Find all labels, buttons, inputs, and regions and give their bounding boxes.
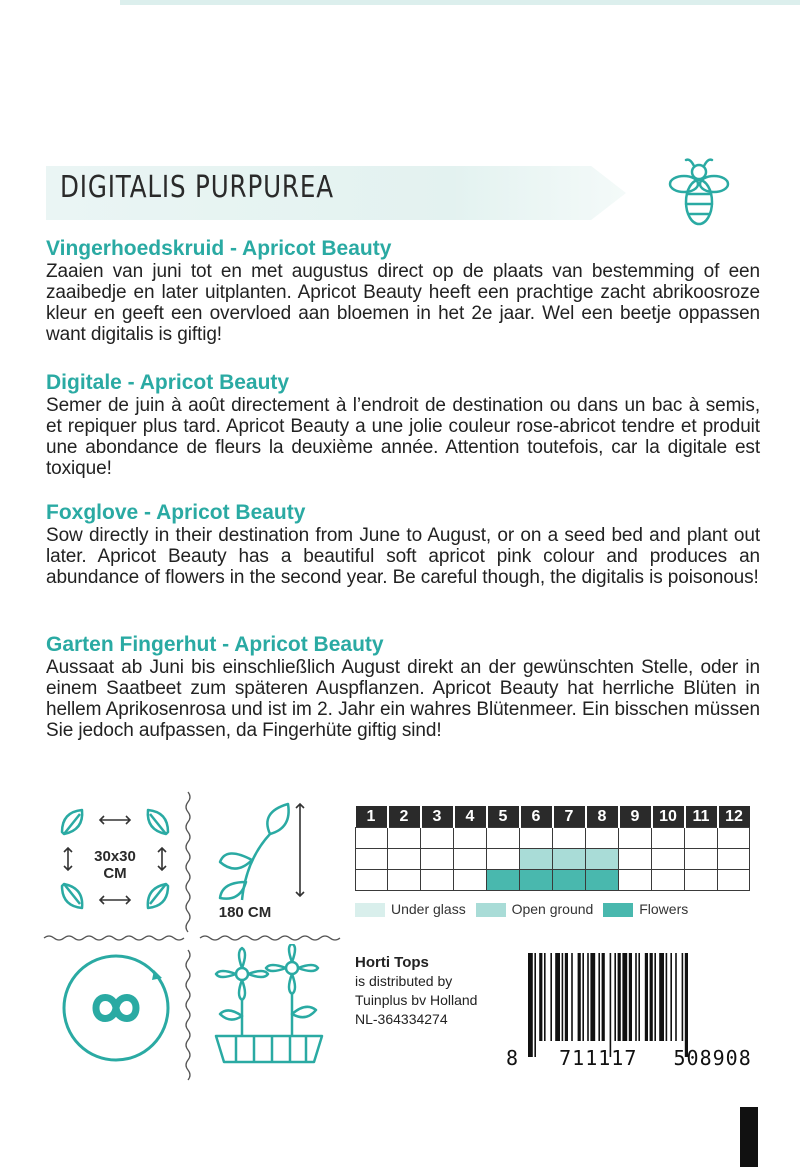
barcode-bar <box>685 953 688 1057</box>
top-accent-line <box>120 0 800 5</box>
section-title: Vingerhoedskruid - Apricot Beauty <box>46 237 392 260</box>
barcode-bar <box>534 953 536 1057</box>
open-ground-cell <box>520 849 553 870</box>
section-german <box>46 632 760 741</box>
barcode-number <box>506 1046 752 1070</box>
distributor-line: Tuinplus bv Holland <box>355 992 478 1008</box>
month-2: 2 <box>388 806 421 828</box>
legend-swatch <box>603 903 633 917</box>
bee-icon <box>658 152 740 234</box>
month-5: 5 <box>487 806 520 828</box>
barcode-group-2: 508908 <box>673 1046 752 1070</box>
legend-label: Under glass <box>391 901 466 917</box>
barcode-bar <box>659 953 664 1041</box>
month-4: 4 <box>454 806 487 828</box>
seedling-tray-icon <box>210 944 328 1068</box>
legend-flowers <box>603 901 688 917</box>
open-ground-cell <box>586 849 619 870</box>
barcode-bar <box>670 953 672 1041</box>
calendar-row-flowers <box>356 870 750 891</box>
flowers-cell <box>520 870 553 891</box>
black-registration-bar <box>740 1107 758 1167</box>
barcode-bar <box>539 953 542 1041</box>
month-11: 11 <box>685 806 718 828</box>
open-ground-cell <box>553 849 586 870</box>
barcode-bar <box>602 953 605 1041</box>
month-1: 1 <box>356 806 388 828</box>
barcode-bar <box>645 953 648 1041</box>
distributor-line: is distributed by <box>355 973 453 989</box>
barcode-bar <box>622 953 627 1041</box>
section-body: Zaaien van juni tot en met augustus direct op de plaats van bestemming of een zaaibedje en later uitplanten. Apricot Beauty heeft een prachtige zacht abrikoosroze kleur en geeft een overvloed aan bloemen in het 2e jaar. Wel een beetje oppassen want digitalis is giftig! <box>46 261 760 345</box>
barcode-bar <box>666 953 668 1041</box>
section-title: Garten Fingerhut - Apricot Beauty <box>46 633 384 656</box>
legend-under-glass <box>355 901 466 917</box>
flowers-cell <box>553 870 586 891</box>
latin-name: DIGITALIS PURPUREA <box>60 170 334 205</box>
month-12: 12 <box>718 806 750 828</box>
calendar-header-row <box>356 806 750 828</box>
flowers-cell <box>586 870 619 891</box>
barcode-bar <box>587 953 589 1041</box>
barcode-bar <box>562 953 564 1041</box>
legend-label: Open ground <box>511 901 594 917</box>
barcode-bar <box>598 953 600 1041</box>
spacing-unit: CM <box>103 865 127 882</box>
barcode-bar <box>614 953 616 1041</box>
barcode-bar <box>675 953 677 1041</box>
barcode-bar <box>590 953 595 1041</box>
month-3: 3 <box>421 806 454 828</box>
calendar-row-open-ground <box>356 849 750 870</box>
barcode-bar <box>528 953 533 1057</box>
barcode-bar <box>629 953 632 1041</box>
calendar-legend <box>355 901 694 917</box>
barcode-bar <box>582 953 584 1041</box>
barcode-bar <box>571 953 573 1041</box>
section-english <box>46 500 760 588</box>
height-label: 180 CM <box>218 904 272 921</box>
month-8: 8 <box>586 806 619 828</box>
legend-swatch <box>355 903 385 917</box>
barcode-bar <box>635 953 637 1041</box>
barcode-bar <box>618 953 621 1041</box>
barcode-bar <box>550 953 552 1041</box>
distributor-info <box>355 953 477 1029</box>
distributor-line: NL-364334274 <box>355 1011 448 1027</box>
infinity-perennial-icon <box>56 948 176 1068</box>
barcode-bar <box>610 953 612 1057</box>
barcode-bar <box>555 953 560 1041</box>
flowers-cell <box>487 870 520 891</box>
legend-label: Flowers <box>639 901 689 917</box>
barcode-group-1: 711117 <box>559 1046 638 1070</box>
section-french <box>46 370 760 479</box>
barcode-bar <box>638 953 640 1041</box>
barcode-bar <box>650 953 653 1041</box>
barcode-bar <box>565 953 568 1041</box>
barcode-bar <box>654 953 656 1041</box>
plant-height-icon <box>212 800 322 904</box>
section-body: Sow directly in their destination from June to August, or on a seed bed and plant out later. Apricot Beauty has a beautiful soft apricot pink colour and produces an abundance of flowers in the second year. Be careful though, the digitalis is poisonous! <box>46 525 760 588</box>
section-body: Semer de juin à août directement à l’endroit de destination ou dans un bac à semis, et repiquer plus tard. Apricot Beauty a une jolie couleur rose-abricot tendre et produit une abondance de fleurs la deuxième année. Attention toutefois, car la digitale est toxique! <box>46 395 760 479</box>
month-7: 7 <box>553 806 586 828</box>
barcode-bar <box>544 953 546 1041</box>
month-6: 6 <box>520 806 553 828</box>
section-title: Foxglove - Apricot Beauty <box>46 501 306 524</box>
sowing-calendar <box>355 806 750 891</box>
barcode-bar <box>682 953 684 1041</box>
barcode-bar <box>578 953 581 1041</box>
month-10: 10 <box>652 806 685 828</box>
legend-swatch <box>476 903 506 917</box>
spacing-label <box>80 848 150 882</box>
section-body: Aussaat ab Juni bis einschließlich August direkt an der gewünschten Stelle, oder in einem Saatbeet zum späteren Auspflanzen. Apricot Beauty hat herrliche Blüten in hellem Aprikosenrosa und ist im 2. Jahr ein wahres Blütenmeer. Ein bisschen müssen Sie jedoch aufpassen, da Fingerhüte giftig sind! <box>46 657 760 741</box>
calendar-row-under-glass <box>356 828 750 849</box>
month-9: 9 <box>619 806 652 828</box>
section-title: Digitale - Apricot Beauty <box>46 371 290 394</box>
spacing-value: 30x30 <box>94 848 136 865</box>
section-dutch <box>46 236 760 345</box>
legend-open-ground <box>476 901 594 917</box>
barcode-first-digit: 8 <box>506 1046 520 1070</box>
brand-name: Horti Tops <box>355 954 429 971</box>
